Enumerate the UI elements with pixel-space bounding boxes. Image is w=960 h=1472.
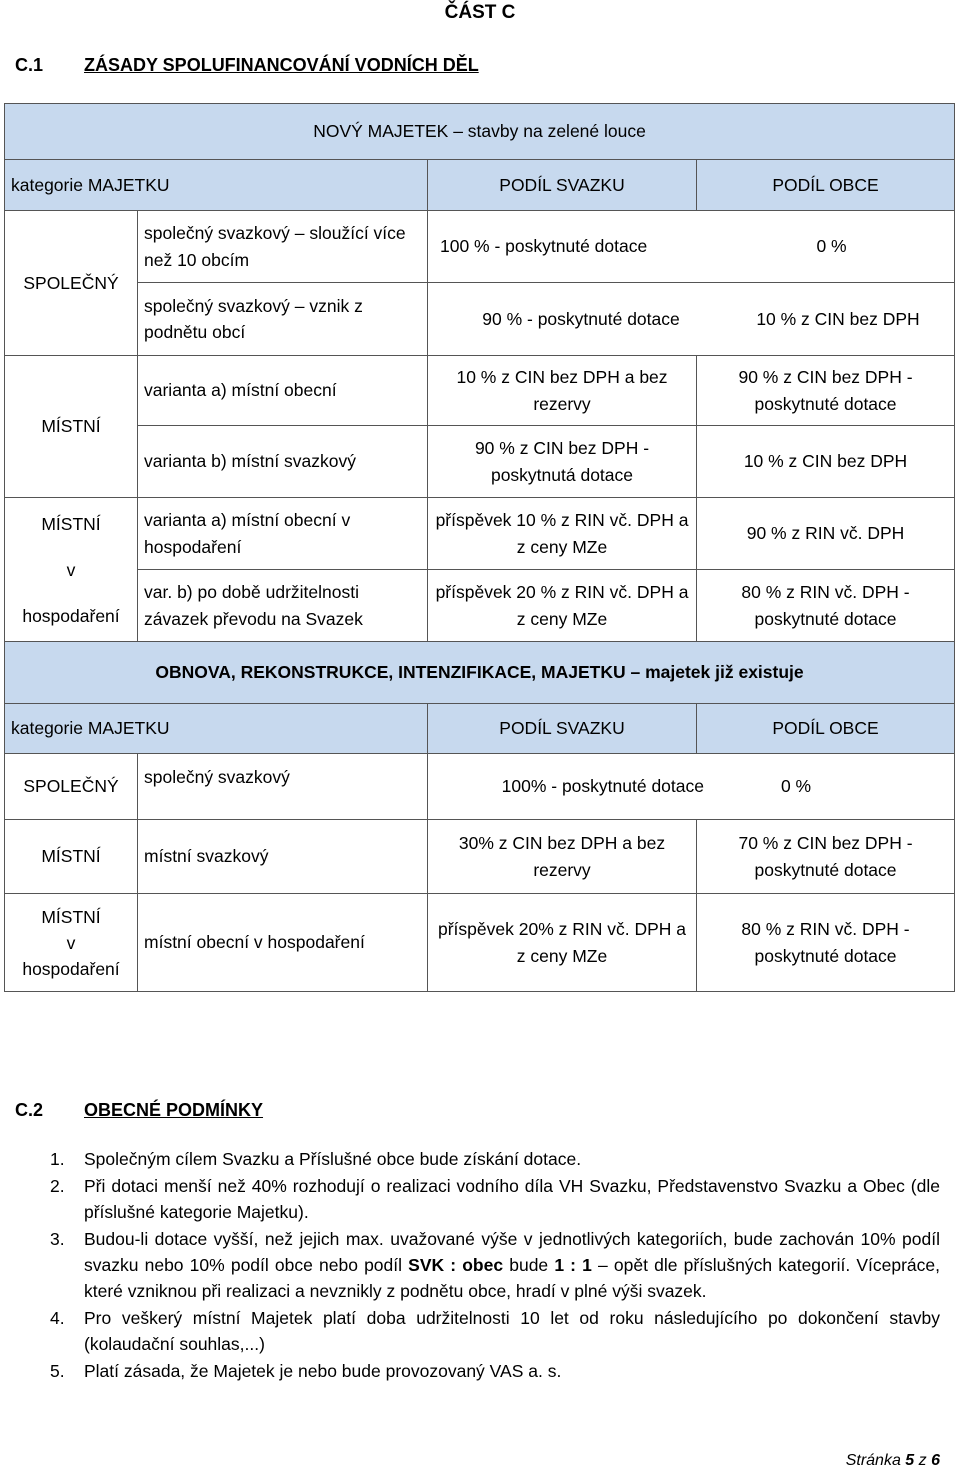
table-banner: OBNOVA, REKONSTRUKCE, INTENZIFIKACE, MAJETKU – majetek již existuje xyxy=(5,642,955,704)
row-desc: společný svazkový – sloužící více než 10 obcím xyxy=(138,211,428,283)
row-desc: var. b) po době udržitelnosti závazek převodu na Svazek xyxy=(138,570,428,642)
podil-svazku-value: 90 % - poskytnuté dotace xyxy=(482,308,680,329)
podil-svazku-value: 90 % z CIN bez DPH - poskytnutá dotace xyxy=(428,426,697,498)
podil-obce-value: 0 % xyxy=(780,776,812,797)
podil-obce-value: 70 % z CIN bez DPH - poskytnuté dotace xyxy=(697,820,955,894)
item-text: Společným cílem Svazku a Příslušné obce bude získání dotace. xyxy=(84,1149,582,1169)
list-item xyxy=(50,1226,940,1304)
podil-obce-value: 90 % z RIN vč. DPH xyxy=(697,498,955,570)
row-values xyxy=(428,211,955,283)
category-mistni-v-hospodareni xyxy=(5,894,138,992)
podil-obce-value: 10 % z CIN bez DPH xyxy=(697,426,955,498)
category-label-line3: hospodaření xyxy=(22,605,120,626)
podil-obce-value: 80 % z RIN vč. DPH - poskytnuté dotace xyxy=(697,894,955,992)
row-desc: varianta a) místní obecní v hospodaření xyxy=(138,498,428,570)
podil-svazku-value: 100 % - poskytnuté dotace xyxy=(440,236,648,257)
category-mistni-v-hospodareni xyxy=(5,498,138,642)
row-desc: společný svazkový – vznik z podnětu obcí xyxy=(138,283,428,356)
item-text: Při dotaci menší než 40% rozhodují o realizaci vodního díla VH Svazku, Představenstvo Svazku a Obec (dle příslušné kategorie Majetku). xyxy=(84,1176,940,1222)
podil-obce-value: 90 % z CIN bez DPH - poskytnuté dotace xyxy=(697,356,955,426)
podil-obce-value: 0 % xyxy=(816,236,847,257)
podil-svazku-value: 10 % z CIN bez DPH a bez rezervy xyxy=(428,356,697,426)
item-text: Platí zásada, že Majetek je nebo bude provozovaný VAS a. s. xyxy=(84,1361,562,1381)
category-label-line2: v xyxy=(66,932,76,953)
category-label-line1: MÍSTNÍ xyxy=(41,906,101,927)
section-number: C.1 xyxy=(15,55,44,75)
podil-svazku-value: příspěvek 20% z RIN vč. DPH a z ceny MZe xyxy=(428,894,697,992)
item-number: 2. xyxy=(50,1176,65,1196)
category-mistni: MÍSTNÍ xyxy=(5,820,138,894)
row-desc: místní obecní v hospodaření xyxy=(138,894,428,992)
page-number: 5 xyxy=(905,1452,915,1469)
item-text-bold: 1 : 1 xyxy=(554,1255,592,1275)
list-item xyxy=(50,1173,940,1225)
row-desc: místní svazkový xyxy=(138,820,428,894)
item-text: Pro veškerý místní Majetek platí doba udržitelnosti 10 let od roku následujícího po dokončení stavby (kolaudační souhlas,...) xyxy=(84,1308,940,1354)
row-desc: společný svazkový xyxy=(138,754,428,820)
category-label-line3: hospodaření xyxy=(22,958,120,979)
header-podil-obce: PODÍL OBCE xyxy=(697,160,955,211)
item-text: bude xyxy=(503,1255,555,1275)
table-new-assets xyxy=(4,103,955,992)
conditions-list xyxy=(50,1146,940,1385)
item-number: 4. xyxy=(50,1308,65,1328)
item-text-bold: SVK : obec xyxy=(408,1255,504,1275)
list-item xyxy=(50,1358,940,1384)
category-spolecny: SPOLEČNÝ xyxy=(5,211,138,356)
header-podil-svazku: PODÍL SVAZKU xyxy=(428,160,697,211)
header-podil-obce: PODÍL OBCE xyxy=(697,704,955,754)
section-title: ZÁSADY SPOLUFINANCOVÁNÍ VODNÍCH DĚL xyxy=(84,55,479,75)
footer-of: z xyxy=(914,1452,932,1469)
item-number: 5. xyxy=(50,1361,65,1381)
page-total: 6 xyxy=(931,1452,940,1469)
category-label-line1: MÍSTNÍ xyxy=(41,513,101,534)
row-desc: varianta a) místní obecní xyxy=(138,356,428,426)
item-text: Budou-li dotace vyšší, než jejich max. uvažované výše v jednotlivých kategoriích, bude zachován 10% podíl svazku nebo 10% podíl obce nebo podíl xyxy=(84,1229,940,1275)
footer-prefix: Stránka xyxy=(845,1452,906,1469)
table-banner: NOVÝ MAJETEK – stavby na zelené louce xyxy=(5,104,955,160)
item-number: 1. xyxy=(50,1149,65,1169)
section-number: C.2 xyxy=(15,1100,44,1120)
row-values xyxy=(428,283,955,356)
category-spolecny: SPOLEČNÝ xyxy=(5,754,138,820)
section-title: OBECNÉ PODMÍNKY xyxy=(84,1100,264,1120)
list-item xyxy=(50,1146,940,1172)
header-kategorie: kategorie MAJETKU xyxy=(5,704,428,754)
podil-svazku-value: příspěvek 20 % z RIN vč. DPH a z ceny MZe xyxy=(428,570,697,642)
header-podil-svazku: PODÍL SVAZKU xyxy=(428,704,697,754)
podil-obce-value: 10 % z CIN bez DPH xyxy=(756,308,920,329)
item-number: 3. xyxy=(50,1229,65,1249)
header-kategorie: kategorie MAJETKU xyxy=(5,160,428,211)
row-values xyxy=(428,754,955,820)
podil-svazku-value: 30% z CIN bez DPH a bez rezervy xyxy=(428,820,697,894)
part-heading: ČÁST C xyxy=(444,2,516,23)
podil-svazku-value: příspěvek 10 % z RIN vč. DPH a z ceny MZe xyxy=(428,498,697,570)
podil-svazku-value: 100% - poskytnuté dotace xyxy=(501,776,704,797)
podil-obce-value: 80 % z RIN vč. DPH - poskytnuté dotace xyxy=(697,570,955,642)
category-mistni: MÍSTNÍ xyxy=(5,356,138,498)
category-label-line2: v xyxy=(66,559,76,580)
item-text: – opět dle příslušných kategorií. Vícepráce, které vzniknou při realizaci a nevznikly z podnětu obce, hradí v plné výši svazek. xyxy=(84,1255,941,1301)
list-item xyxy=(50,1305,940,1357)
row-desc: varianta b) místní svazkový xyxy=(138,426,428,498)
page-footer xyxy=(846,1452,940,1470)
